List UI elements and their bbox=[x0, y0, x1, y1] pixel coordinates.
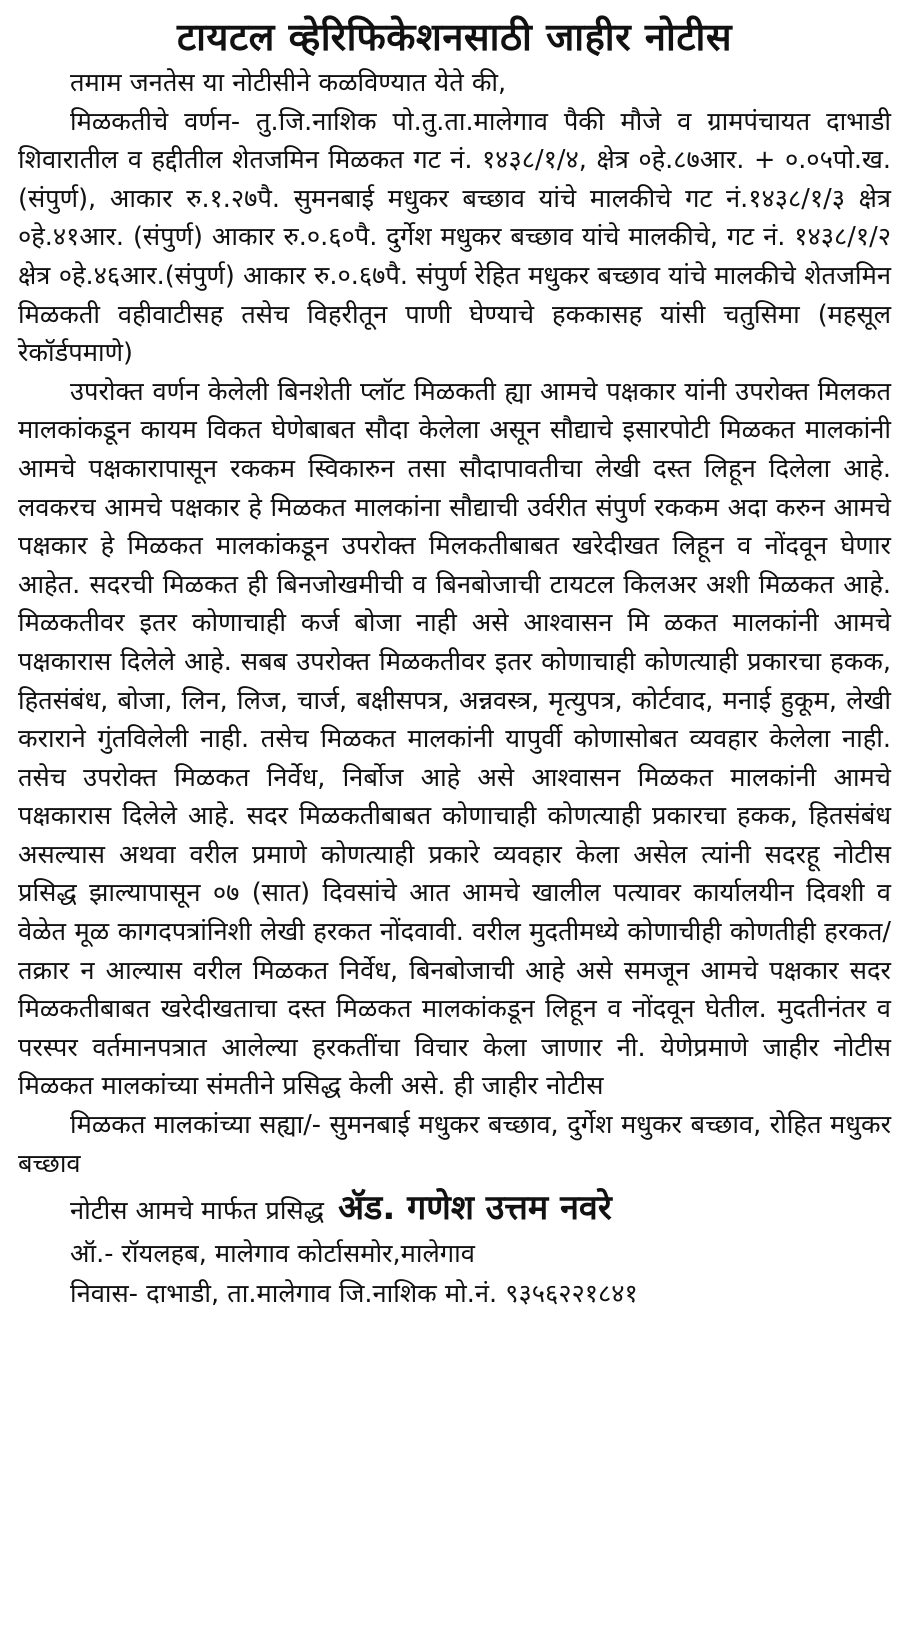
office-address: ऑ.- रॉयलहब, मालेगाव कोर्टासमोर,मालेगाव bbox=[70, 1239, 475, 1270]
issued-through-label: नोटीस आमचे मार्फत प्रसिद्ध bbox=[70, 1196, 325, 1227]
owner-signatures: मिळकत मालकांच्या सह्या/- सुमनबाई मधुकर बच्छाव, दुर्गेश मधुकर बच्छाव, रोहित मधुकर बच्छाव bbox=[18, 1110, 891, 1179]
residence-address: निवास- दाभाडी, ता.मालेगाव जि.नाशिक मो.नं. ९३५६२२१८४१ bbox=[70, 1279, 638, 1310]
notice-title: टायटल व्हेरिफिकेशनसाठी जाहीर नोटीस bbox=[176, 15, 733, 59]
property-description: मिळकतीचे वर्णन- तु.जि.नाशिक पो.तु.ता.मालेगाव पैकी मौजे व ग्रामपंचायत दाभाडी शिवारातील व हद्दीतील शेतजमिन मिळकत गट नं. १४३८/१/४, क्षेत्र ०हे.८७आर. + ०.०५पो.ख. (संपुर्ण), आकार रु.१.२७पै. सुमनबाई मधुकर बच्छाव यांचे मालकीचे गट नं.१४३८/१/३ क्षेत्र ०हे.४१आर. (संपुर्ण) आकार रु.०.६०पै. दुर्गेश मधुकर बच्छाव यांचे मालकीचे, गट नं. १४३८/१/२ क्षेत्र ०हे.४६आर.(संपुर्ण) आकार रु.०.६७पै. संपुर्ण रेहित मधुकर बच्छाव यांचे मालकीचे शेतजमिन मिळकती वहीवाटीसह तसेच विहरीतून पाणी घेण्याचे हककासह यांसी चतुसिमा (महसूल रेकॉर्डपमाणे) bbox=[18, 106, 891, 369]
notice-body: उपरोक्त वर्णन केलेली बिनशेती प्लॉट मिळकती ह्या आमचे पक्षकार यांनी उपरोक्त मिलकत मालकांकडून कायम विकत घेणेबाबत सौदा केलेला असून सौद्याचे इसारपोटी मिळकत मालकांनी आमचे पक्षकारापासून रककम स्विकारुन तसा सौदापावतीचा लेखी दस्त लिहून दिलेला आहे. लवकरच आमचे पक्षकार हे मिळकत मालकांना सौद्याची उर्वरीत संपुर्ण रककम अदा करुन आमचे पक्षकार हे मिळकत मालकांकडून उपरोक्त मिलकतीबाबत खरेदीखत लिहून व नोंदवून घेणार आहेत. सदरची मिळकत ही बिनजोखमीची व बिनबोजाची टायटल किलअर अशी मिळकत आहे. मिळकतीवर इतर कोणाचाही कर्ज बोजा नाही असे आश्वासन मि ळकत मालकांनी आमचे पक्षकारास दिलेले आहे. सबब उपरोक्त मिळकतीवर इतर कोणाचाही कोणत्याही प्रकारचा हकक, हितसंबंध, बोजा, लिन, लिज, चार्ज, बक्षीसपत्र, अन्नवस्त्र, मृत्युपत्र, कोर्टवाद, मनाई हुकूम, लेखी कराराने गुंतविलेली नाही. तसेच मिळकत मालकांनी यापुर्वी कोणासोबत व्यवहार केलेला नाही. तसेच उपरोक्त मिळकत निर्वेध, निर्बोज आहे असे आश्वासन मिळकत मालकांनी आमचे पक्षकारास दिलेले आहे. सदर मिळकतीबाबत कोणाचाही कोणत्याही प्रकारचा हकक, हितसंबंध असल्यास अथवा वरील प्रमाणे कोणत्याही प्रकारे व्यवहार केला असेल त्यांनी सदरहू नोटीस प्रसिद्ध झाल्यापासून ०७ (सात) दिवसांचे आत आमचे खालील पत्यावर कार्यालयीन दिवशी व वेळेत मूळ कागदपत्रांनिशी लेखी हरकत नोंदवावी. वरील मुदतीमध्ये कोणाचीही कोणतीही हरकत/तक्रार न आल्यास वरील मिळकत निर्वेध, बिनबोजाची आहे असे समजून आमचे पक्षकार सदर मिळकतीबाबत खरेदीखताचा दस्त मिळकत मालकांकडून लिहून व नोंदवून घेतील. मुदतीनंतर व परस्पर वर्तमानपत्रात आलेल्या हरकतींचा विचार केला जाणार नी. येणेप्रमाणे जाहीर नोटीस मिळकत मालकांच्या संमतीने प्रसिद्ध केली असे. ही जाहीर नोटीस bbox=[18, 376, 891, 1102]
advocate-name: ॲड. गणेश उत्तम नवरे bbox=[338, 1188, 612, 1229]
issued-through-line bbox=[18, 1185, 891, 1234]
notice-intro: तमाम जनतेस या नोटीसीने कळविण्यात येते की, bbox=[70, 68, 507, 98]
